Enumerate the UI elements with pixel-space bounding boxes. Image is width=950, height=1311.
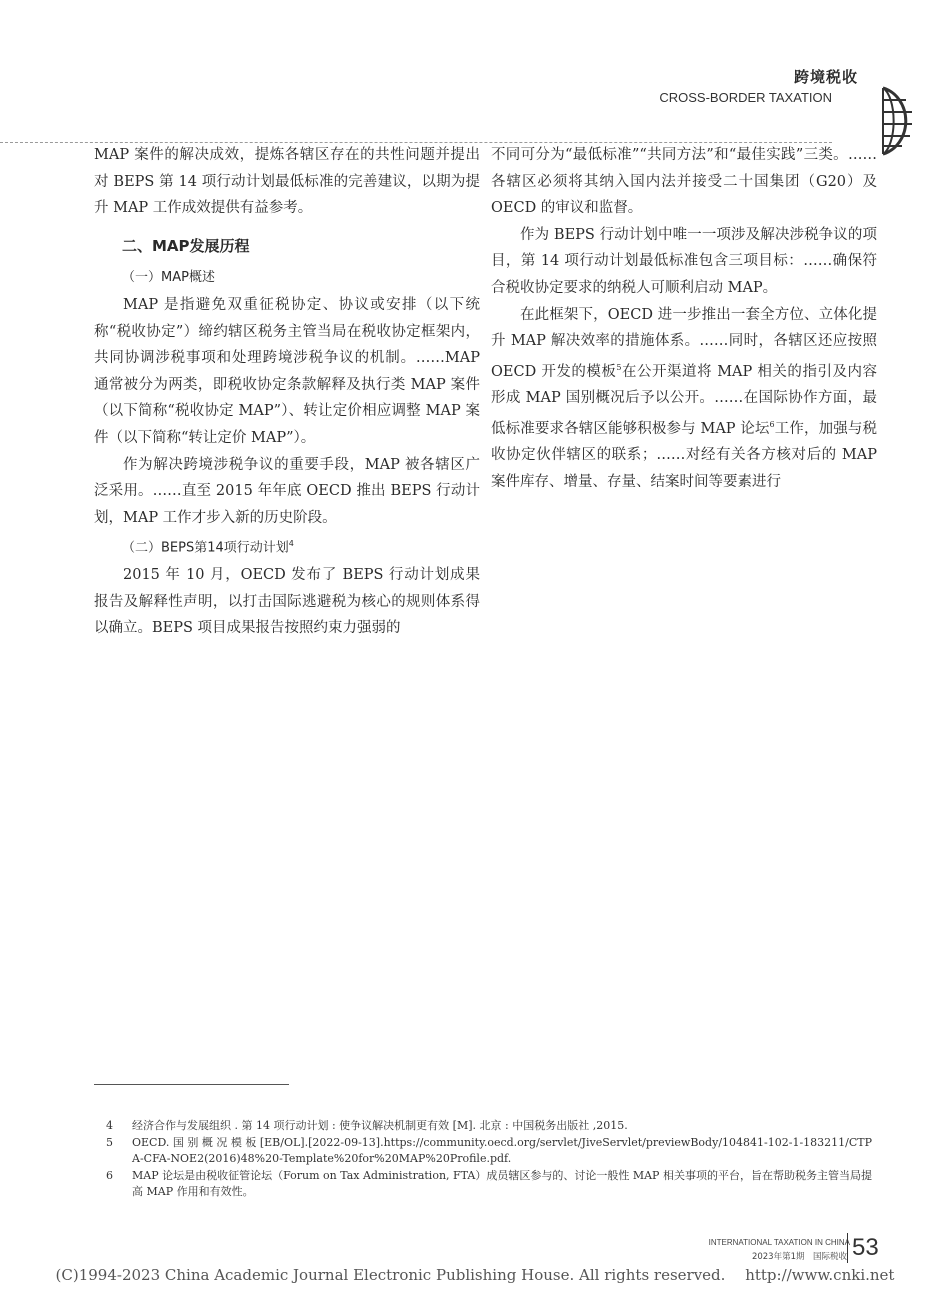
section-title-cn: 跨境税收 — [793, 68, 858, 86]
right-column — [491, 142, 877, 495]
paragraph: MAP 案件的解决成效，提炼各辖区存在的共性问题并提出对 BEPS 第 14 项行动计划最低标准的完善建议，以期为提升 MAP 工作成效提供有益参考。 — [94, 147, 480, 217]
footnote-number: 4 — [106, 1119, 113, 1132]
text-run: 在公开渠道将 MAP 相关的指引及内容形成 MAP 国别概况后予以公开。……在国际协作方面，最低标准要求各辖区能够积极参与 MAP 论坛 — [491, 363, 877, 437]
footnote-ref[interactable]: 5 — [616, 362, 622, 372]
paragraph: 2015 年 10 月，OECD 发布了 BEPS 行动计划成果报告及解释性声明，以打击国际逃避税为核心的规则体系得以确立。BEPS 项目成果报告按照约束力强弱的 — [94, 567, 480, 637]
footnote-number: 6 — [106, 1169, 113, 1182]
footnote-number: 5 — [106, 1136, 113, 1149]
footnotes — [94, 1118, 876, 1201]
footnote-text: OECD. 国 别 概 况 模 板 [EB/OL].[2022-09-13].https://community.oecd.org/servlet/JiveServlet/previewBody/104841-102-1-183211/CTPA-CFA-NOE2(2016)48%20-Template%20for%20MAP%20Profile.pdf. — [132, 1136, 873, 1165]
footnote — [94, 1168, 876, 1200]
page-header — [0, 40, 950, 120]
subsection-heading-text: （一）MAP概述 — [122, 270, 215, 286]
page-number: 53 — [847, 1233, 879, 1263]
footnote — [94, 1118, 876, 1134]
paragraph: 不同可分为“最低标准”“共同方法”和“最佳实践”三类。……各辖区必须将其纳入国内法并接受二十国集团（G20）及 OECD 的审议和监督。 — [491, 147, 877, 217]
issue-label: 2023年第1期 国际税收 — [751, 1252, 847, 1262]
section-heading: 二、MAP发展历程 — [122, 236, 250, 255]
copyright-notice: (C)1994-2023 China Academic Journal Electronic Publishing House. All rights reserved. http://www.cnki.net — [55, 1266, 895, 1284]
footnote-text: 经济合作与发展组织 . 第 14 项行动计划 : 使争议解决机制更有效 [M]. 北京 : 中国税务出版社 ,2015. — [132, 1119, 628, 1132]
footnote-ref[interactable]: 4 — [288, 539, 294, 549]
paragraph: 作为 BEPS 行动计划中唯一一项涉及解决涉税争议的项目，第 14 项行动计划最低标准包含三项目标：……确保符合税收协定要求的纳税人可顺利启动 MAP。 — [491, 226, 877, 296]
journal-name-en: INTERNATIONAL TAXATION IN CHINA — [708, 1238, 850, 1247]
footnote — [94, 1135, 876, 1167]
text-run: 在此框架下，OECD 进一步推出一套全方位、立体化提升 MAP 解决效率的措施体系。……同时，各辖区还应按照 OECD 开发的模板 — [491, 306, 877, 380]
subsection-heading — [122, 531, 480, 562]
subsection-heading — [122, 265, 480, 292]
paragraph: 作为解决跨境涉税争议的重要手段，MAP 被各辖区广泛采用。……直至 2015 年年底 OECD 推出 BEPS 行动计划，MAP 工作才步入新的历史阶段。 — [94, 456, 480, 526]
section-title-en: CROSS-BORDER TAXATION — [659, 90, 832, 105]
left-column — [94, 142, 480, 642]
paragraph: MAP 是指避免双重征税协定、协议或安排（以下统称“税收协定”）缔约辖区税务主管当局在税收协定框架内，共同协调涉税事项和处理跨境涉税争议的机制。……MAP 通常被分为两类，即税收协定条款解释及执行类 MAP 案件（以下简称“税收协定 MAP”）、转让定价相应调整 MAP 案件（以下简称“转让定价 MAP”）。 — [94, 296, 480, 446]
footnote-ref[interactable]: 6 — [769, 419, 775, 429]
paragraph — [491, 302, 877, 496]
footnote-divider — [94, 1084, 289, 1085]
subsection-heading-text: （二）BEPS第14项行动计划 — [122, 540, 289, 556]
footnote-text: MAP 论坛是由税收征管论坛（Forum on Tax Administration, FTA）成员辖区参与的、讨论一般性 MAP 相关事项的平台，旨在帮助税务主管当局提高 MAP 作用和有效性。 — [132, 1169, 872, 1198]
text-run: 工作，加强与税收协定伙伴辖区的联系；……对经有关各方核对后的 MAP 案件库存、增量、存量、结案时间等要素进行 — [491, 420, 877, 490]
